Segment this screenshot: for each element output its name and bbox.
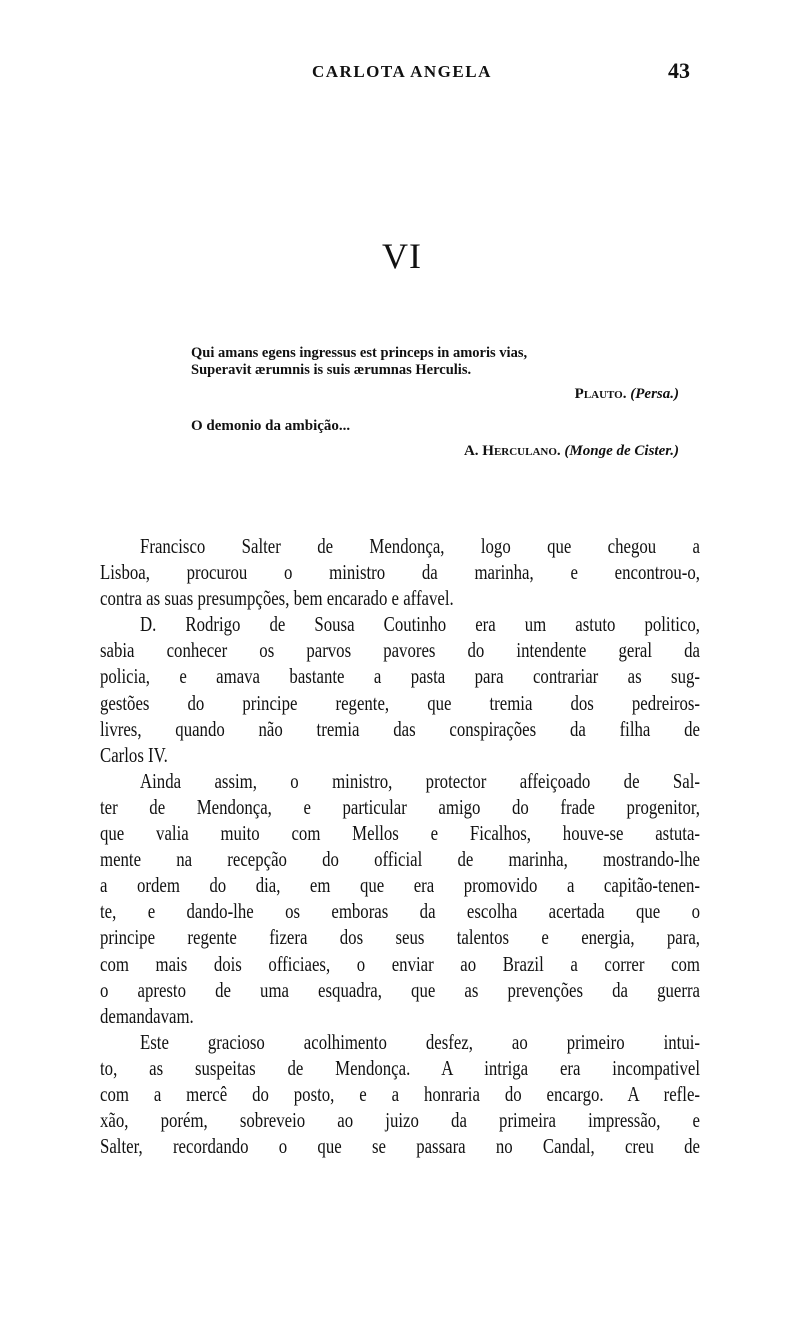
epigraph-line: Qui amans egens ingressus est princeps in amoris vias, [191,345,528,361]
epigraph-work: (Monge de Cister.) [564,443,679,459]
text-line: com a mercê do posto, e a honraria do encargo. A refle- [100,1081,700,1106]
text-line: mente na recepção do official de marinha, mostrando-lhe [100,847,700,872]
running-head: CARLOTA ANGELA [312,62,492,81]
epigraph-work: (Persa.) [630,386,679,402]
epigraph-line: Superavit ærumnis is suis ærumnas Herculis. [191,362,472,378]
epigraph-latin [191,345,699,379]
epigraph-author: A. Herculano. [463,443,561,459]
text-line: com mais dois officiaes, o enviar ao Brazil a correr com [100,951,700,976]
text-line: Francisco Salter de Mendonça, logo que chegou a [140,534,700,558]
text-line: gestões do principe regente, que tremia dos pedreiros- [100,690,700,715]
body-text [100,533,700,1159]
text-line: to, as suspeitas de Mendonça. A intriga era incompativel [100,1055,700,1080]
text-line: te, e dando-lhe os emboras da escolha acertada que o [100,899,700,924]
text-line: demandavam. [100,1003,194,1028]
epigraph-author: Plauto. [574,386,627,402]
text-line: sabia conhecer os parvos pavores do intendente geral da [100,638,700,663]
chapter-heading: VI [382,236,422,276]
epigraph-portuguese [191,418,699,435]
text-line: livres, quando não tremia das conspirações da filha de [100,716,700,741]
text-line: D. Rodrigo de Sousa Coutinho era um astuto politico, [140,612,700,637]
text-line: Este gracioso acolhimento desfez, ao primeiro intui- [140,1029,700,1054]
text-line: ter de Mendonça, e particular amigo do frade progenitor, [100,794,700,819]
text-line: Carlos IV. [100,742,168,767]
text-line: a ordem do dia, em que era promovido a capitão-tenen- [100,873,700,898]
text-line: Salter, recordando o que se passara no Candal, creu de [100,1134,700,1159]
text-line: contra as suas presumpções, bem encarado e affavel. [100,586,454,611]
page-number: 43 [668,58,690,83]
text-line: principe regente fizera dos seus talentos e energia, para, [100,925,700,950]
text-line: Ainda assim, o ministro, protector affeiçoado de Sal- [140,768,700,793]
epigraph-attribution [464,443,679,460]
text-line: xão, porém, sobreveio ao juizo da primeira impressão, e [100,1108,700,1133]
text-line: o apresto de uma esquadra, que as prevenções da guerra [100,977,700,1002]
text-line: policia, e amava bastante a pasta para contrariar as sug- [100,664,700,689]
epigraph-line: O demonio da ambição... [191,418,351,434]
text-line: que valia muito com Mellos e Ficalhos, houve-se astuta- [100,821,700,846]
epigraph-attribution [575,386,679,403]
text-line: Lisboa, procurou o ministro da marinha, e encontrou-o, [100,560,700,585]
